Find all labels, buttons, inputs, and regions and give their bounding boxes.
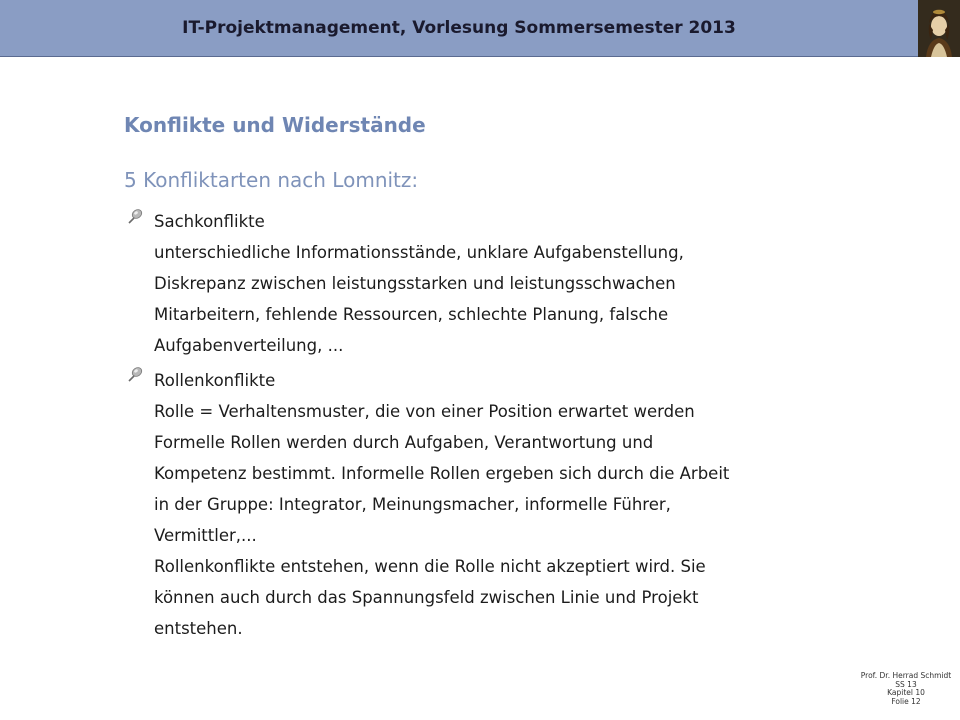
course-title: IT-Projektmanagement, Vorlesung Sommersemester 2013 xyxy=(182,18,736,38)
footer-author: Prof. Dr. Herrad Schmidt xyxy=(860,671,952,680)
slide-subtitle: 5 Konfliktarten nach Lomnitz: xyxy=(124,168,419,192)
header-bar xyxy=(0,0,960,57)
item-line: Kompetenz bestimmt. Informelle Rollen ergeben sich durch die Arbeit xyxy=(154,464,730,483)
item-line: Rolle = Verhaltensmuster, die von einer Position erwartet werden xyxy=(154,402,695,421)
item-line: unterschiedliche Informationsstände, unklare Aufgabenstellung, xyxy=(154,243,684,262)
list-item xyxy=(154,365,934,644)
item-line: entstehen. xyxy=(154,619,243,638)
pushpin-icon xyxy=(124,206,146,228)
slide-title: Konflikte und Widerstände xyxy=(124,113,426,137)
pushpin-icon xyxy=(124,364,146,386)
item-heading: Rollenkonflikte xyxy=(154,371,276,390)
item-line: Mitarbeitern, fehlende Ressourcen, schlechte Planung, falsche xyxy=(154,305,669,324)
footer-chapter: Kapitel 10 xyxy=(887,688,925,697)
item-heading: Sachkonflikte xyxy=(154,212,265,231)
footer-slide: Folie 12 xyxy=(891,696,921,706)
footer-info xyxy=(852,672,960,706)
item-line: Vermittler,... xyxy=(154,526,257,545)
portrait-image xyxy=(918,0,960,57)
item-line: Rollenkonflikte entstehen, wenn die Rolle nicht akzeptiert wird. Sie xyxy=(154,557,706,576)
item-line: Diskrepanz zwischen leistungsstarken und leistungsschwachen xyxy=(154,274,676,293)
item-line: Formelle Rollen werden durch Aufgaben, Verantwortung und xyxy=(154,433,654,452)
item-line: Aufgabenverteilung, ... xyxy=(154,336,344,355)
list-item xyxy=(154,206,934,361)
item-line: können auch durch das Spannungsfeld zwischen Linie und Projekt xyxy=(154,588,699,607)
footer-semester: SS 13 xyxy=(895,679,917,689)
item-line: in der Gruppe: Integrator, Meinungsmacher, informelle Führer, xyxy=(154,495,671,514)
